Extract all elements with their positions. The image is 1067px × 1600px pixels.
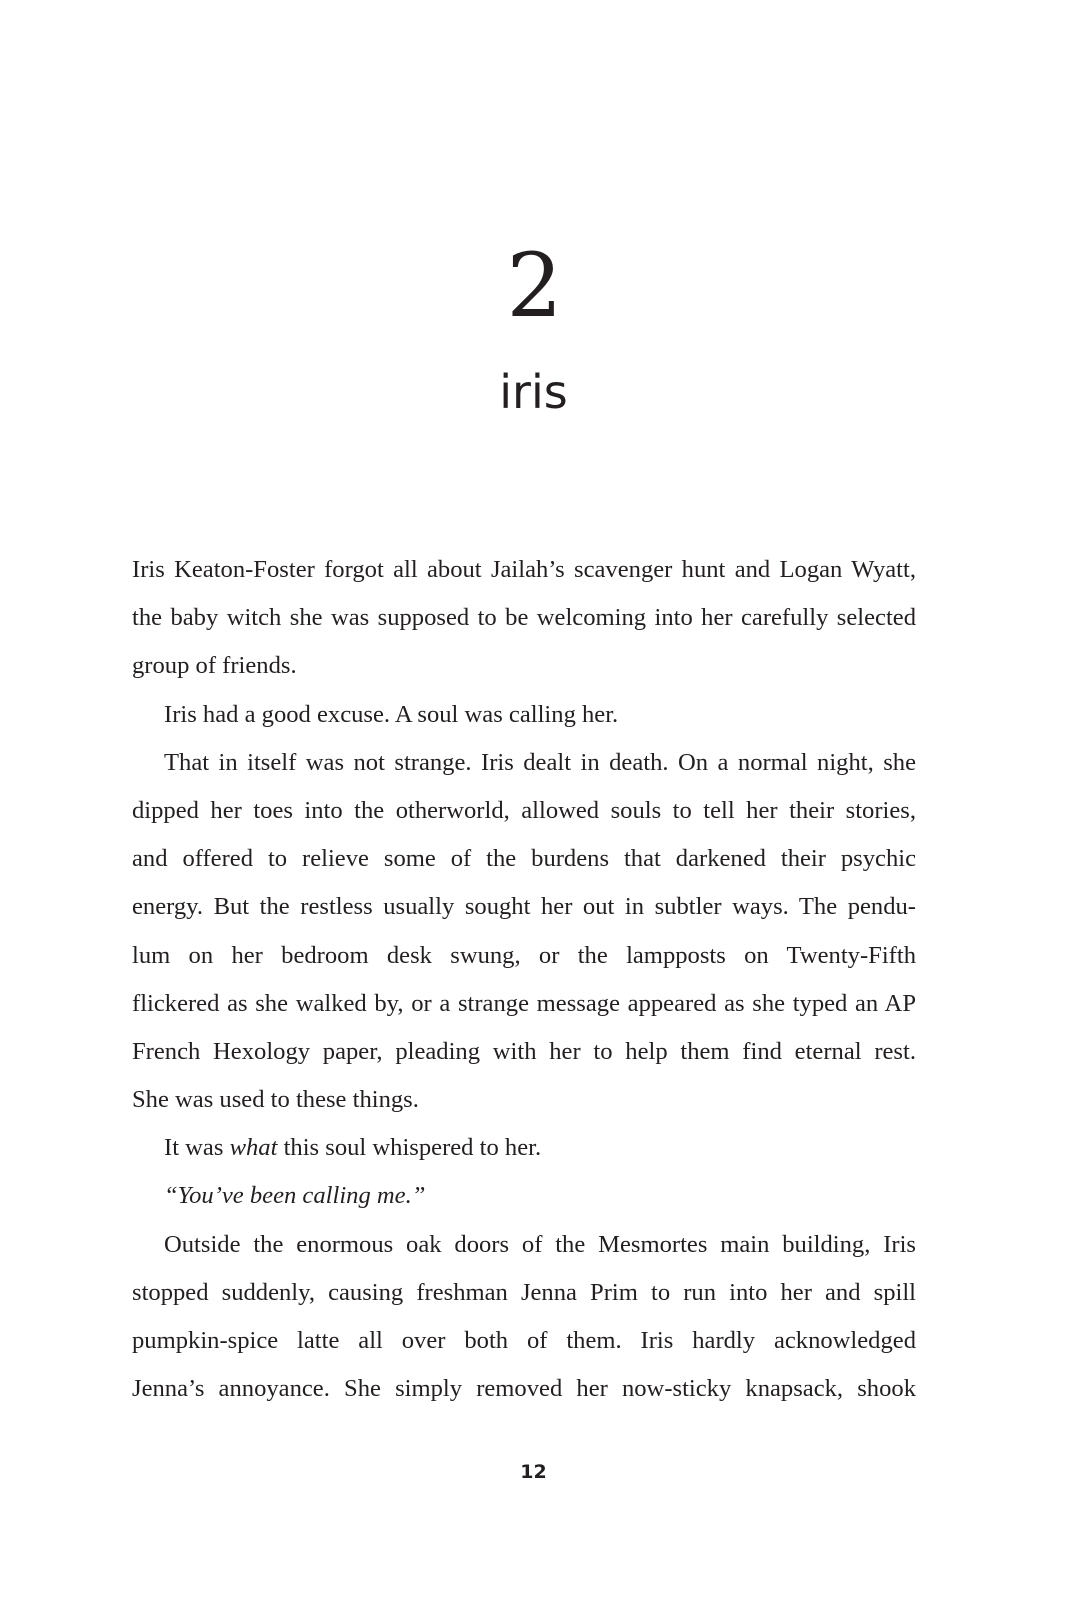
chapter-number: 2	[506, 234, 561, 337]
body-line-text: this soul whispered to her.	[277, 1134, 542, 1162]
body-line: Outside the enormous oak doors of the Mesmortes main building, Iris	[164, 1230, 916, 1258]
body-line: She was used to these things.	[132, 1086, 419, 1114]
body-line: stopped suddenly, causing freshman Jenna Prim to run into her and spill	[132, 1278, 916, 1306]
page-number: 12	[520, 1461, 547, 1483]
body-line-italic	[132, 1172, 916, 1220]
body-line: Iris Keaton-Foster forgot all about Jailah’s scavenger hunt and Logan Wyatt,	[132, 556, 916, 583]
body-line: energy. But the restless usually sought her out in subtler ways. The pendu-	[132, 893, 916, 921]
body-line-text: It was	[164, 1134, 230, 1162]
body-line	[132, 1124, 916, 1172]
body-line: pumpkin-spice latte all over both of them. Iris hardly acknowledged	[132, 1327, 916, 1354]
body-line: That in itself was not strange. Iris dealt in death. On a normal night, she	[164, 748, 916, 776]
body-text	[132, 546, 916, 1413]
chapter-title: iris	[499, 365, 568, 419]
body-line: French Hexology paper, pleading with her to help them find eternal rest.	[132, 1037, 916, 1065]
body-line: and offered to relieve some of the burdens that darkened their psychic	[132, 845, 916, 873]
body-line: lum on her bedroom desk swung, or the lampposts on Twenty-Fifth	[132, 941, 916, 969]
body-line: Iris had a good excuse. A soul was calling her.	[164, 700, 619, 728]
emphasized-word: what	[229, 1134, 278, 1162]
body-line: Jenna’s annoyance. She simply removed her now-sticky knapsack, shook	[132, 1375, 916, 1403]
body-line: group of friends.	[132, 652, 297, 680]
dialogue-italic: “You’ve been calling me.”	[164, 1182, 426, 1210]
body-line: the baby witch she was supposed to be welcoming into her carefully selected	[132, 604, 916, 632]
body-line: flickered as she walked by, or a strange message appeared as she typed an AP	[132, 989, 916, 1017]
body-line: dipped her toes into the otherworld, allowed souls to tell her their stories,	[132, 796, 916, 824]
